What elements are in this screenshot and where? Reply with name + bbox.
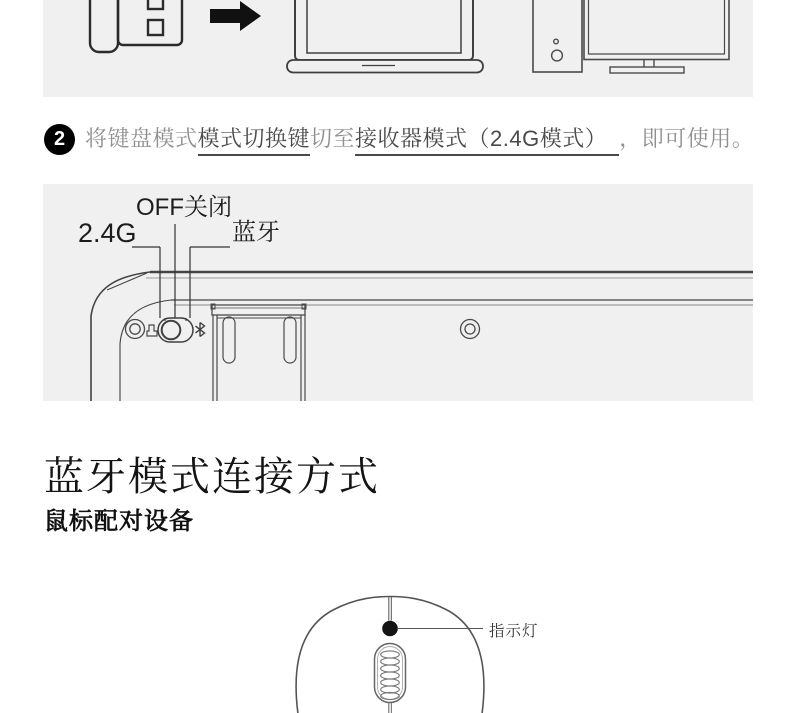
step-2-seg-normal: ，即可使用。 xyxy=(619,126,755,151)
indicator-led-dot xyxy=(382,621,398,637)
receiver-illustration-panel xyxy=(43,0,753,97)
keyboard-foot xyxy=(211,304,306,401)
usb-dongle-icon xyxy=(147,325,157,336)
receiver-illustration xyxy=(43,0,753,97)
mode-24g-label: 2.4G xyxy=(78,218,137,248)
mouse-outline xyxy=(296,597,484,713)
keyboard-illustration-panel xyxy=(43,184,753,401)
monitor-icon xyxy=(584,0,729,73)
button-split-line xyxy=(389,597,392,713)
laptop-icon xyxy=(287,0,483,73)
mouse-illustration xyxy=(0,590,790,713)
mode-off-label: OFF关闭 xyxy=(136,194,232,221)
mode-bluetooth-label: 蓝牙 xyxy=(232,219,280,246)
desktop-tower-icon xyxy=(533,0,582,72)
step-2-seg-emphasis: 模式切换键 xyxy=(198,122,311,156)
step-2-row xyxy=(44,120,754,158)
mouse-illustration-area xyxy=(0,590,790,713)
mode-switch xyxy=(158,318,193,342)
step-2-number-badge: 2 xyxy=(44,124,75,155)
indicator-light-label: 指示灯 xyxy=(489,623,539,640)
wheel-ridges xyxy=(381,651,400,700)
bluetooth-icon xyxy=(196,323,205,337)
step-2-seg-normal: 将键盘模式 xyxy=(85,126,198,151)
scroll-wheel xyxy=(375,644,406,703)
usb-receiver-icon xyxy=(90,0,182,52)
right-arrow-icon xyxy=(210,1,261,31)
step-2-seg-emphasis: 接收器模式（2.4G模式） xyxy=(355,122,619,156)
step-2-text xyxy=(85,122,754,156)
step-2-seg-normal: 切至 xyxy=(310,126,356,151)
section-title: 蓝牙模式连接方式 xyxy=(44,455,380,499)
section-subtitle: 鼠标配对设备 xyxy=(44,508,194,535)
